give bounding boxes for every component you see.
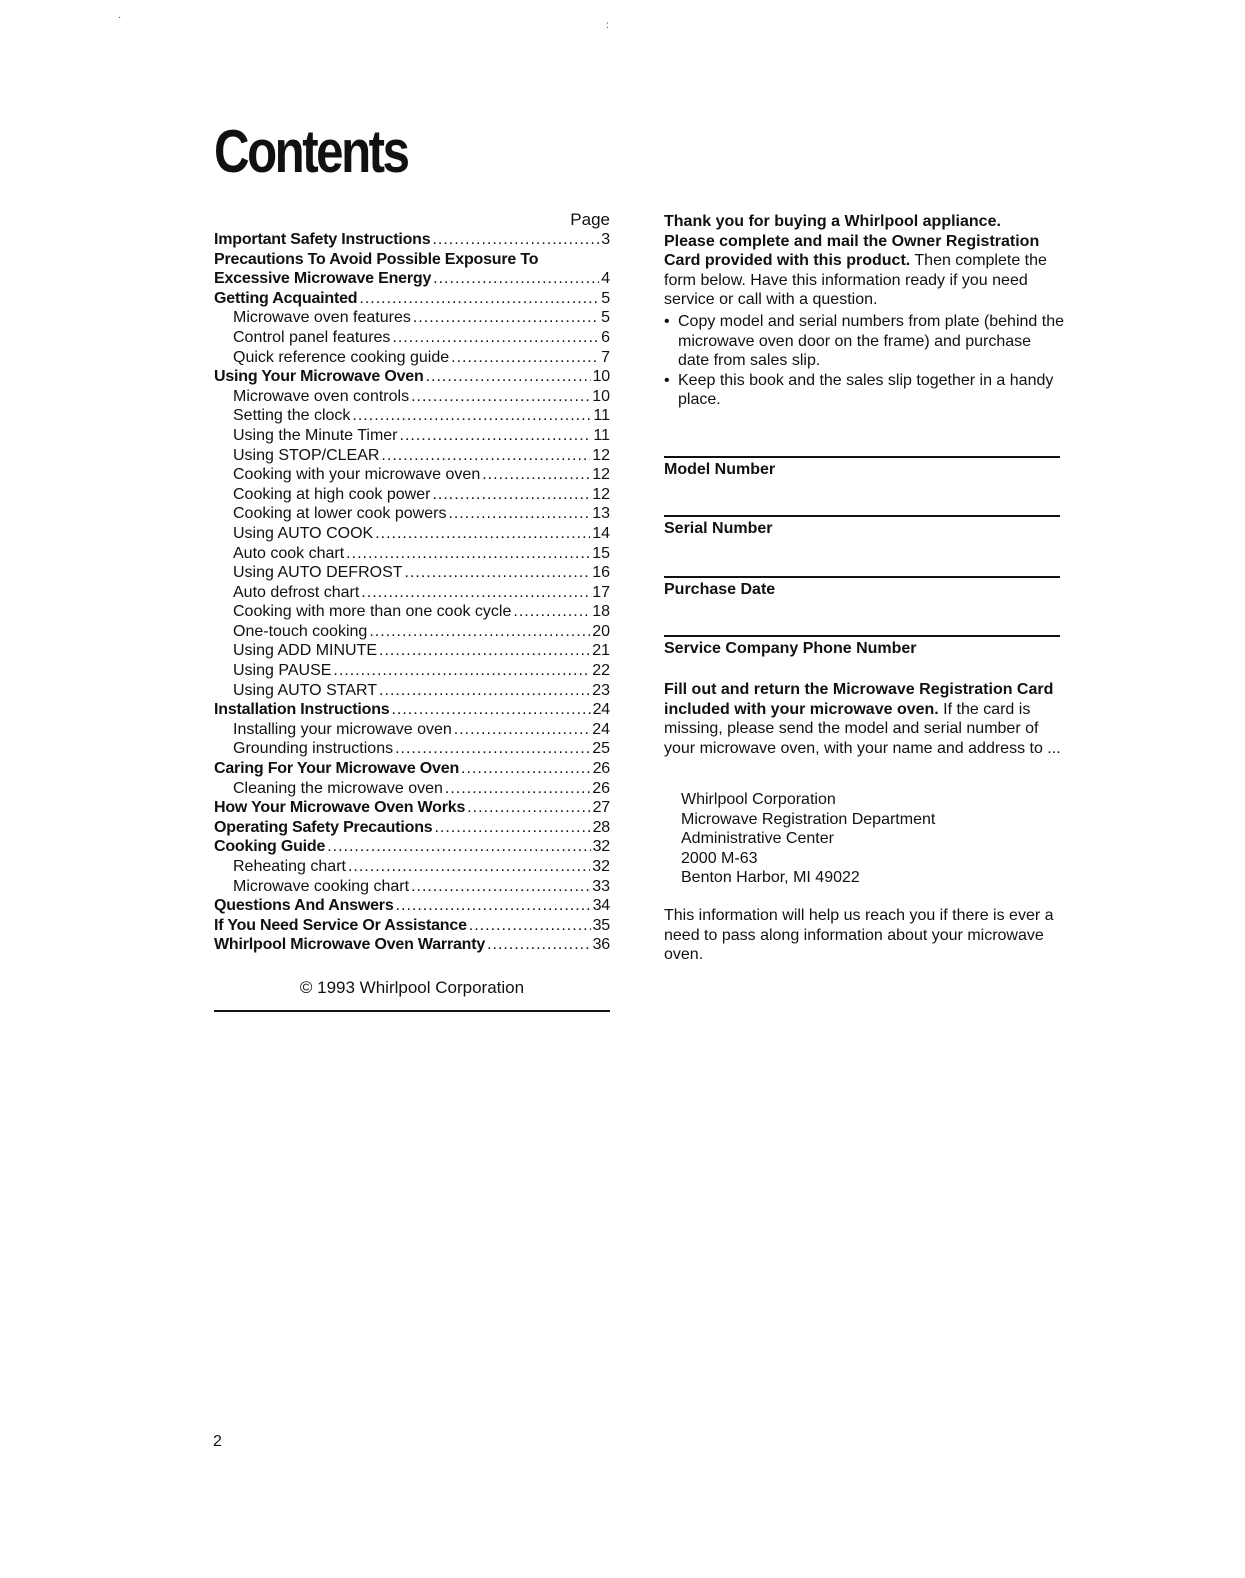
toc-entry[interactable] (214, 504, 610, 524)
toc-leader-dots (379, 641, 590, 661)
fill-out-text (664, 680, 1064, 758)
address-line: Whirlpool Corporation (681, 791, 836, 808)
toc-entry-label: Cooking Guide (214, 838, 326, 856)
toc-entry[interactable] (214, 641, 610, 661)
toc-entry[interactable] (214, 700, 610, 720)
toc-leader-dots (467, 798, 590, 818)
toc-leader-dots (434, 818, 590, 838)
copyright-notice: © 1993 Whirlpool Corporation (214, 978, 610, 1012)
toc-entry[interactable] (214, 681, 610, 701)
toc-entry[interactable] (214, 720, 610, 740)
toc-entry[interactable] (214, 269, 610, 289)
toc-entry-page: 34 (592, 897, 610, 915)
purchase-date-field[interactable]: Purchase Date (664, 576, 1060, 599)
toc-entry-label: Using AUTO DEFROST (233, 564, 403, 582)
toc-entry[interactable] (214, 916, 610, 936)
instruction-bullets (664, 312, 1064, 410)
toc-entry-label: Installing your microwave oven (233, 720, 452, 738)
toc-entry[interactable] (214, 250, 610, 270)
toc-entry-label: How Your Microwave Oven Works (214, 799, 466, 817)
toc-leader-dots (445, 779, 590, 799)
toc-entry-label: Whirlpool Microwave Oven Warranty (214, 936, 486, 954)
toc-entry-label: Cooking at lower cook powers (233, 505, 447, 523)
list-item: • Keep this book and the sales slip together in a handy place. (664, 371, 1064, 410)
toc-entry[interactable] (214, 857, 610, 877)
toc-entry[interactable] (214, 837, 610, 857)
toc-entry-label: Caring For Your Microwave Oven (214, 760, 460, 778)
toc-entry-page: 22 (592, 662, 610, 680)
toc-leader-dots (391, 700, 590, 720)
toc-entry[interactable] (214, 622, 610, 642)
toc-entry-page: 24 (592, 720, 610, 738)
toc-leader-dots (426, 367, 591, 387)
toc-entry-page: 32 (592, 858, 610, 875)
fill-out-normal-text: If the card is missing, please send the model and serial number of your microwave oven, with your name and address to ... (664, 700, 1061, 757)
toc-entry-label: Cooking with more than one cook cycle (233, 603, 512, 621)
toc-entry-label: Precautions To Avoid Possible Exposure To (214, 250, 539, 268)
table-of-contents (214, 210, 610, 955)
toc-entry[interactable] (214, 661, 610, 681)
toc-entry-label: If You Need Service Or Assistance (214, 916, 467, 934)
toc-entry[interactable] (214, 524, 610, 544)
toc-entry-label: Operating Safety Precautions (214, 818, 433, 836)
toc-entry-page: 14 (592, 524, 610, 542)
toc-entry-page: 5 (601, 309, 610, 327)
toc-entry-label: Excessive Microwave Energy (214, 270, 432, 288)
toc-leader-dots (411, 877, 590, 897)
toc-entry-label: Microwave oven features (233, 309, 411, 327)
toc-entry[interactable] (214, 406, 610, 426)
toc-entry-label: Important Safety Instructions (214, 231, 431, 248)
toc-entry[interactable] (214, 759, 610, 779)
toc-leader-dots (487, 935, 591, 955)
toc-entry-label: Cooking at high cook power (233, 485, 431, 503)
toc-entry[interactable] (214, 367, 610, 387)
thank-you-section (664, 212, 1064, 410)
registration-bold-text: Please complete and mail the Owner Registration Card provided with this product. (664, 232, 1040, 270)
toc-entry-page: 10 (592, 387, 610, 405)
toc-leader-dots (433, 269, 599, 289)
toc-entry-page: 5 (601, 289, 610, 307)
address-line: Microwave Registration Department (681, 810, 936, 828)
toc-leader-dots (381, 446, 590, 466)
toc-entry-page: 3 (601, 231, 610, 248)
toc-entry-label: Installation Instructions (214, 701, 390, 719)
fill-out-bold-text: Fill out and return the Microwave Registration Card included with your microwave oven. (664, 681, 1054, 718)
toc-entry-label: Questions And Answers (214, 897, 394, 915)
toc-entry-page: 12 (592, 446, 610, 464)
page-title: Contents (214, 118, 408, 185)
toc-leader-dots (348, 857, 590, 877)
toc-entry-label: Microwave cooking chart (233, 877, 410, 895)
toc-leader-dots (461, 759, 591, 779)
info-note: This information will help us reach you if there is ever a need to pass along information about your microwave oven. (664, 907, 1054, 964)
toc-leader-dots (361, 583, 590, 603)
toc-entry[interactable] (214, 446, 610, 466)
toc-entry-label: Microwave oven controls (233, 387, 410, 405)
toc-leader-dots (395, 739, 590, 759)
model-number-field[interactable]: Model Number (664, 456, 1060, 479)
toc-leader-dots (432, 485, 590, 505)
toc-entry-page: 6 (601, 328, 610, 346)
toc-entry-page: 26 (592, 760, 610, 778)
toc-entry-page: 20 (592, 622, 610, 640)
toc-entry[interactable] (214, 739, 610, 759)
toc-entry-page: 17 (592, 583, 610, 601)
toc-leader-dots (513, 602, 590, 622)
toc-entry-page: 18 (592, 603, 610, 621)
toc-leader-dots (327, 837, 590, 857)
address-line: 2000 M-63 (681, 849, 758, 867)
toc-leader-dots (359, 289, 599, 309)
toc-entry[interactable] (214, 289, 610, 309)
toc-entry-page: 11 (593, 407, 610, 425)
toc-entry-label: Auto cook chart (233, 544, 345, 562)
toc-entry-page: 23 (592, 681, 610, 699)
toc-entry[interactable] (214, 328, 610, 348)
toc-entry-page: 4 (601, 270, 610, 288)
toc-leader-dots (482, 465, 590, 485)
toc-entry-page: 32 (592, 838, 610, 856)
toc-entry-label: Using AUTO START (233, 681, 378, 699)
toc-leader-dots (432, 230, 599, 250)
toc-entry[interactable] (214, 602, 610, 622)
serial-number-field[interactable]: Serial Number (664, 515, 1060, 538)
toc-leader-dots (400, 426, 592, 446)
mailing-address (681, 790, 935, 888)
thank-you-heading: Thank you for buying a Whirlpool appliance. (664, 213, 1001, 230)
toc-entry-page: 15 (592, 544, 610, 562)
toc-leader-dots (369, 622, 590, 642)
toc-leader-dots (392, 328, 599, 348)
toc-entry-page: 27 (592, 799, 610, 817)
toc-leader-dots (413, 308, 599, 328)
toc-entry-page: 28 (592, 818, 610, 836)
toc-entry[interactable] (214, 935, 610, 955)
toc-entry[interactable] (214, 818, 610, 838)
toc-entries (214, 230, 610, 955)
toc-entry-page: 26 (592, 779, 610, 797)
toc-entry[interactable] (214, 544, 610, 564)
toc-entry-label: Grounding instructions (233, 740, 394, 758)
scan-speck: · (118, 12, 122, 23)
fill-out-section (664, 680, 1064, 758)
toc-entry[interactable] (214, 230, 610, 250)
toc-entry-page: 35 (592, 916, 610, 934)
toc-entry-page: 24 (592, 701, 610, 719)
page-number: 2 (213, 1433, 222, 1450)
toc-entry[interactable] (214, 348, 610, 368)
toc-entry-label: Reheating chart (233, 858, 346, 875)
toc-entry-label: Using Your Microwave Oven (214, 368, 424, 386)
toc-leader-dots (448, 504, 590, 524)
toc-entry-page: 12 (592, 466, 610, 484)
toc-entry-label: Quick reference cooking guide (233, 348, 450, 366)
toc-entry-page: 12 (592, 485, 610, 503)
toc-entry-page: 7 (601, 348, 610, 366)
toc-leader-dots (333, 661, 590, 681)
toc-entry-page: 21 (592, 642, 610, 660)
toc-leader-dots (454, 720, 590, 740)
toc-entry-label: Using PAUSE (233, 662, 332, 680)
toc-page-column-header: Page (570, 210, 610, 229)
toc-leader-dots (411, 387, 590, 407)
toc-leader-dots (352, 406, 591, 426)
toc-entry[interactable] (214, 465, 610, 485)
toc-entry[interactable] (214, 583, 610, 603)
toc-leader-dots (405, 563, 591, 583)
toc-entry-label: Setting the clock (233, 407, 351, 425)
toc-entry[interactable] (214, 387, 610, 407)
toc-entry-label: Using STOP/CLEAR (233, 446, 380, 464)
toc-entry[interactable] (214, 426, 610, 446)
toc-entry[interactable] (214, 308, 610, 328)
toc-leader-dots (379, 681, 590, 701)
toc-entry[interactable] (214, 485, 610, 505)
toc-entry-label: Using the Minute Timer (233, 426, 398, 444)
toc-entry-page: 11 (593, 426, 610, 444)
registration-instructions (664, 232, 1064, 310)
toc-entry-page: 10 (592, 368, 610, 386)
toc-entry-label: Auto defrost chart (233, 583, 360, 601)
toc-entry-label: Using ADD MINUTE (233, 642, 378, 660)
toc-entry-label: One-touch cooking (233, 622, 368, 640)
toc-entry-label: Cooking with your microwave oven (233, 466, 481, 484)
toc-entry-page: 16 (592, 564, 610, 582)
toc-leader-dots (396, 896, 591, 916)
toc-entry-label: Getting Acquainted (214, 289, 358, 307)
service-phone-field[interactable]: Service Company Phone Number (664, 635, 1060, 658)
toc-entry-label: Using AUTO COOK (233, 524, 374, 542)
toc-entry-page: 36 (592, 936, 610, 954)
toc-entry[interactable] (214, 779, 610, 799)
toc-entry-page: 25 (592, 740, 610, 758)
toc-entry[interactable] (214, 563, 610, 583)
scan-speck: : (606, 20, 609, 31)
toc-leader-dots (346, 544, 590, 564)
toc-leader-dots (451, 348, 599, 368)
toc-entry[interactable] (214, 877, 610, 897)
toc-entry-page: 13 (592, 505, 610, 523)
toc-entry-page: 33 (592, 877, 610, 895)
toc-leader-dots (375, 524, 590, 544)
toc-entry-label: Control panel features (233, 328, 391, 346)
address-line: Administrative Center (681, 830, 834, 848)
address-line: Benton Harbor, MI 49022 (681, 869, 860, 887)
toc-entry[interactable] (214, 798, 610, 818)
registration-normal-text: Then complete the form below. Have this information ready if you need service or call with a question. (664, 252, 1047, 309)
list-item: • Copy model and serial numbers from plate (behind the microwave oven door on the frame) and purchase date from sales slip. (664, 312, 1064, 371)
toc-leader-dots (469, 916, 591, 936)
toc-entry-label: Cleaning the microwave oven (233, 779, 443, 797)
toc-entry[interactable] (214, 896, 610, 916)
